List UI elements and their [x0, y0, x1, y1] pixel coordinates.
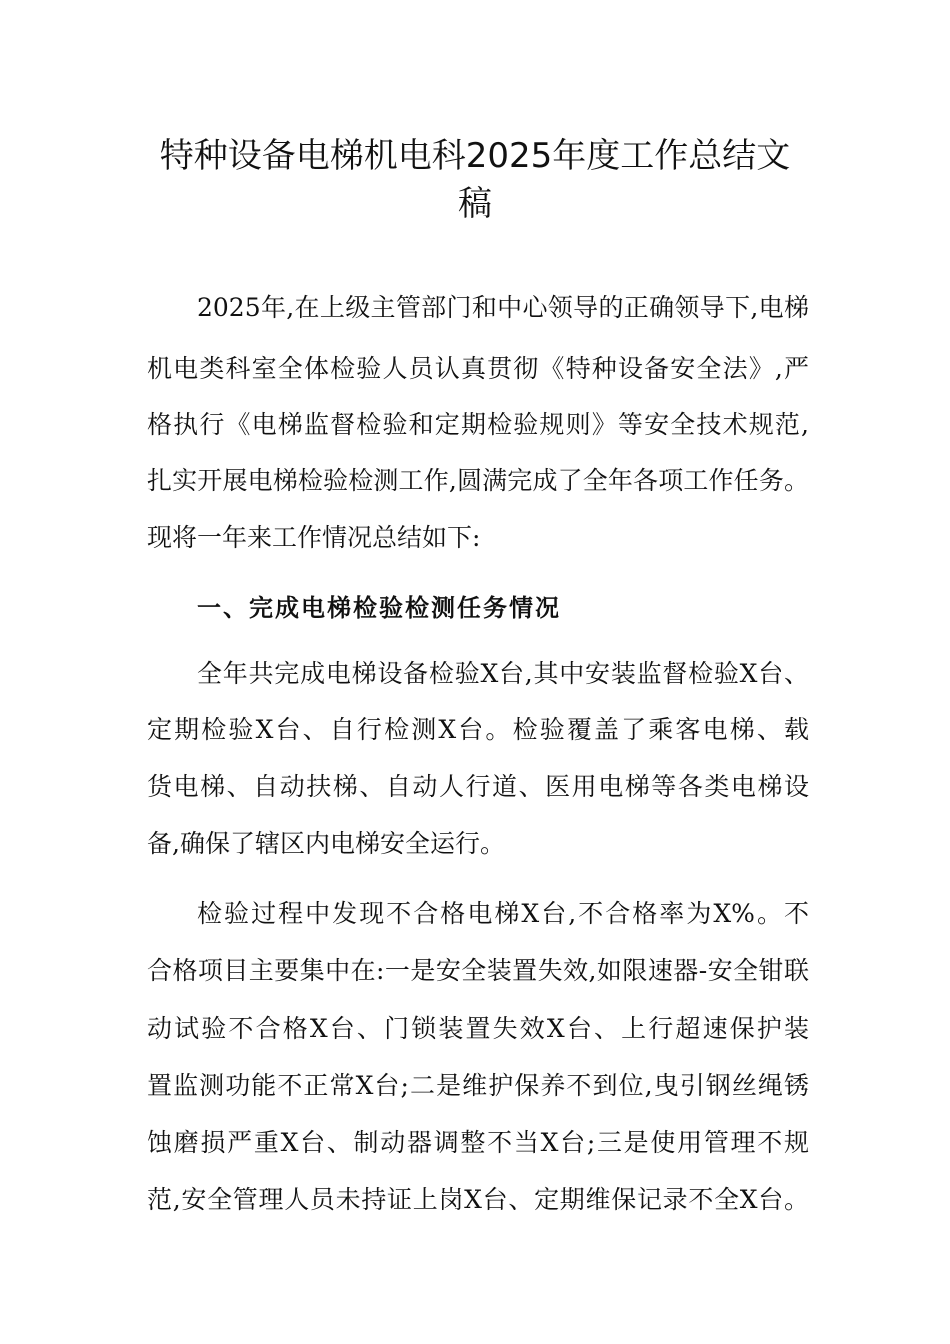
para1-line-1: 全年共完成电梯设备检验X台,其中安装监督检验X台、 — [197, 659, 809, 688]
para2-line-1: 检验过程中发现不合格电梯X台,不合格率为X%。不 — [197, 899, 809, 928]
para1-line-2: 定期检验X台、自行检测X台。检验覆盖了乘客电梯、载 — [147, 715, 809, 744]
document-title-line-1: 特种设备电梯机电科2025年度工作总结文 — [159, 136, 791, 176]
intro-line-2: 机电类科室全体检验人员认真贯彻《特种设备安全法》,严 — [147, 354, 809, 383]
para2-line-4: 置监测功能不正常X台;二是维护保养不到位,曳引钢丝绳锈 — [147, 1071, 809, 1100]
para1-line-3: 货电梯、自动扶梯、自动人行道、医用电梯等各类电梯设 — [147, 772, 809, 801]
intro-line-1: 2025年,在上级主管部门和中心领导的正确领导下,电梯 — [197, 293, 809, 322]
para2-line-2: 合格项目主要集中在:一是安全装置失效,如限速器-安全钳联 — [147, 956, 809, 985]
intro-line-3: 格执行《电梯监督检验和定期检验规则》等安全技术规范, — [147, 410, 809, 439]
para1-line-4: 备,确保了辖区内电梯安全运行。 — [147, 829, 505, 858]
section-heading-1: 一、完成电梯检验检测任务情况 — [197, 594, 561, 622]
intro-line-4: 扎实开展电梯检验检测工作,圆满完成了全年各项工作任务。 — [147, 466, 809, 495]
document-title-line-2: 稿 — [458, 184, 492, 224]
para2-line-5: 蚀磨损严重X台、制动器调整不当X台;三是使用管理不规 — [147, 1128, 809, 1157]
para2-line-6: 范,安全管理人员未持证上岗X台、定期维保记录不全X台。 — [147, 1185, 809, 1214]
para2-line-3: 动试验不合格X台、门锁装置失效X台、上行超速保护装 — [147, 1014, 809, 1043]
intro-line-5: 现将一年来工作情况总结如下: — [147, 523, 481, 552]
